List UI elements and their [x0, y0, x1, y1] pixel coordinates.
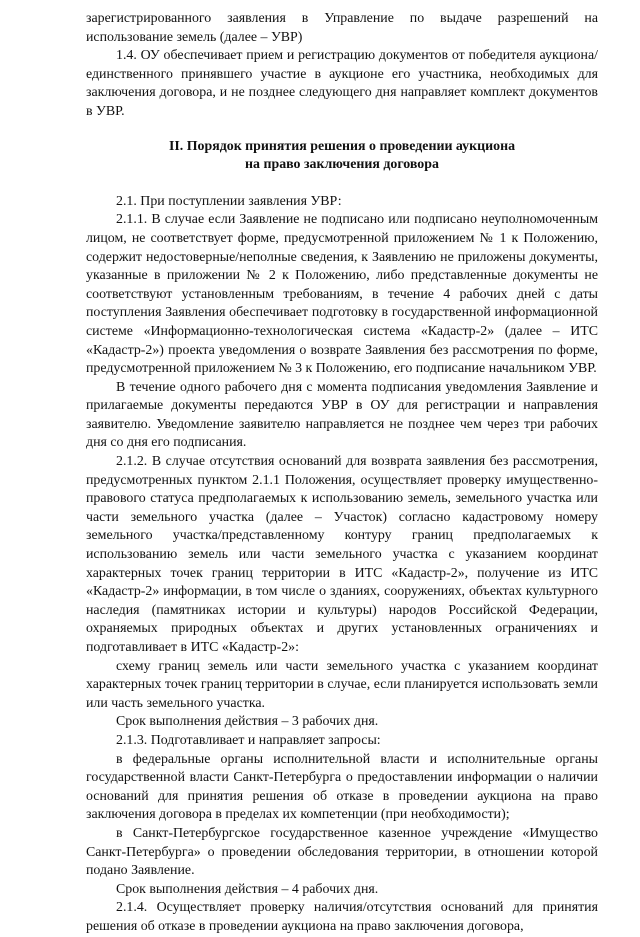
- paragraph-2-1: 2.1. При поступлении заявления УВР:: [116, 193, 342, 209]
- paragraph-2-1-4: 2.1.4. Осуществляет проверку наличия/отсутствия оснований для принятия решения об отказе в проведении аукциона на право заключения договора,: [86, 900, 598, 934]
- paragraph-deadline-3-days: Срок выполнения действия – 3 рабочих дня.: [116, 714, 379, 730]
- paragraph-1-3-continuation: зарегистрированного заявления в Управление по выдаче разрешений на использование земель (далее – УВР): [86, 11, 598, 45]
- paragraph-deadline-4-days: Срок выполнения действия – 4 рабочих дня.: [116, 881, 379, 897]
- paragraph-2-1-1: 2.1.1. В случае если Заявление не подписано или подписано неуполномоченным лицом, не соответствует форме, предусмотренной приложением № 1 к Положению, содержит недостоверные/неполные сведения, к Заявлению не приложены документы, указанные в приложении № 2 к Положению, либо представленные документы не соответствуют установленным требованиям, в течение 4 рабочих дней с даты поступления Заявления обеспечивает подготовку в государственной информационной системе «Информационно-технологическая система «Кадастр-2» (далее – ИТС «Кадастр-2») проекта уведомления о возврате Заявления без рассмотрения по форме, предусмотренной приложением № 3 к Положению, его подписание начальником УВР.: [86, 212, 598, 377]
- section-heading: [86, 138, 598, 175]
- section-heading-line-2: на право заключения договора: [245, 157, 439, 173]
- paragraph-1-4: 1.4. ОУ обеспечивает прием и регистрацию документов от победителя аукциона/единственного принявшего участие в аукционе его участника, необходимых для заключения договора, и не позднее следующего дня направляет комплект документов в УВР.: [86, 48, 598, 119]
- paragraph-federal-requests: в федеральные органы исполнительной власти и исполнительные органы государственной власти Санкт-Петербурга о предоставлении информации о наличии оснований для принятия решения об отказе в проведении аукциона на право заключения договора в пределах их компетенции (при необходимости);: [86, 751, 598, 823]
- paragraph-2-1-2: 2.1.2. В случае отсутствия оснований для возврата заявления без рассмотрения, предусмотренных пунктом 2.1.1 Положения, осуществляет проверку имущественно-правового статуса предполагаемых к использованию земель, земельного участка или части земельного участка (далее – Участок) согласно кадастровому номеру земельного участка/представленному контуру границ предполагаемых к использованию земель или части земельного участка с указанием координат характерных точек границ территории в ИТС «Кадастр-2», получение из ИТС «Кадастр-2» информации, в том числе о зданиях, сооружениях, объектах культурного наследия (памятниках истории и культуры) народов Российской Федерации, охраняемых природных объектах и других установленных ограничениях и подготавливает в ИТС «Кадастр-2»:: [86, 454, 598, 655]
- document-page: [86, 10, 598, 937]
- paragraph-boundary-scheme: схему границ земель или части земельного участка с указанием координат характерных точек границ территории в случае, если планируется использовать земли или часть земельного участка.: [86, 658, 598, 711]
- section-heading-line-1: II. Порядок принятия решения о проведении аукциона: [168, 138, 516, 154]
- paragraph-notification-transfer: В течение одного рабочего дня с момента подписания уведомления Заявление и прилагаемые документы передаются УВР в ОУ для регистрации и направления заявителю. Уведомление заявителю направляется не позднее чем через три рабочих дня со дня его подписания.: [86, 379, 598, 451]
- paragraph-spb-property-request: в Санкт-Петербургское государственное казенное учреждение «Имущество Санкт-Петербурга» о проведении обследования территории, в отношении которой подано Заявление.: [86, 825, 598, 879]
- paragraph-2-1-3: 2.1.3. Подготавливает и направляет запросы:: [116, 732, 381, 748]
